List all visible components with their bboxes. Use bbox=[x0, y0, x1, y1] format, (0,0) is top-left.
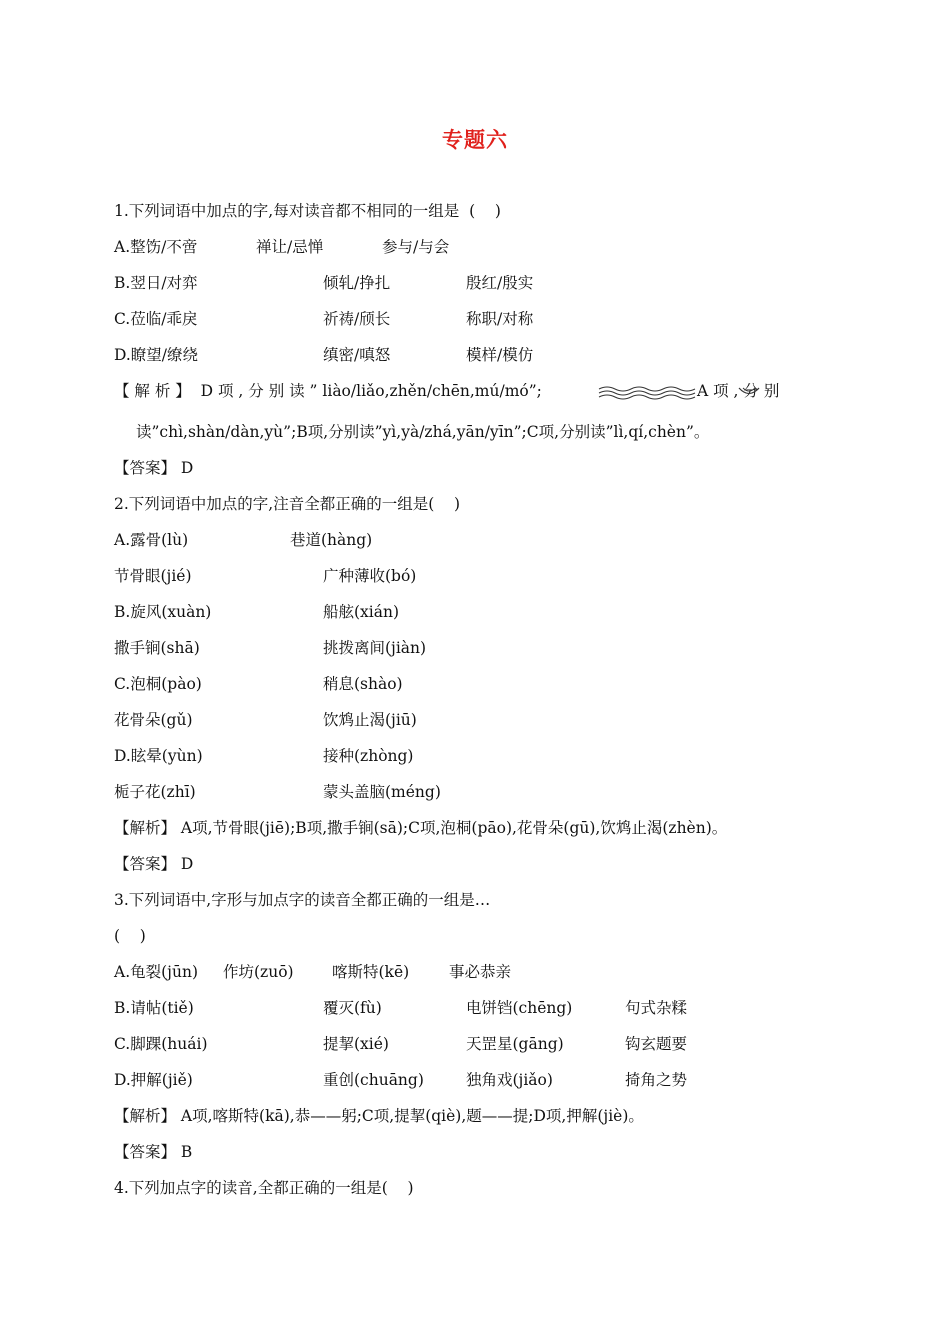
q2-answer: 【答案】 D bbox=[114, 855, 194, 873]
q3-option-c-3: 天罡星(gāng) bbox=[466, 1035, 564, 1053]
q2-analysis: 【解析】 A项,节骨眼(jiē);B项,撒手锏(sā);C项,泡桐(pāo),花骨朵(gū),饮鸩止渴(zhèn)。 bbox=[114, 819, 728, 837]
q3-option-a: A.龟裂(jūn) bbox=[114, 963, 198, 981]
q3-option-c: C.脚踝(huái) bbox=[114, 1035, 208, 1053]
q1-analysis-line1 bbox=[114, 381, 542, 401]
q3-option-d-3: 独角戏(jiǎo) bbox=[466, 1071, 553, 1089]
q1-option-d: D.瞭望/缭绕 bbox=[114, 346, 199, 364]
q1-option-a-pair3: 参与/与会 bbox=[382, 238, 450, 256]
q1-stem: 1.下列词语中加点的字,每对读音都不相同的一组是 ( ) bbox=[114, 202, 501, 220]
q3-option-a-2: 作坊(zuō) bbox=[223, 963, 294, 981]
q1-option-b-pair2: 倾轧/挣扎 bbox=[323, 274, 391, 292]
q2-row-5-right: 稍息(shào) bbox=[323, 675, 403, 693]
q3-option-b-4: 句式杂糅 bbox=[625, 999, 688, 1017]
q1-option-b-pair3: 殷红/殷实 bbox=[466, 274, 534, 292]
q3-answer: 【答案】 B bbox=[114, 1143, 193, 1161]
q3-option-b-3: 电饼铛(chēng) bbox=[466, 999, 573, 1017]
q2-row-3-left: B.旋风(xuàn) bbox=[114, 603, 212, 621]
q2-row-3-right: 船舷(xián) bbox=[323, 603, 400, 621]
q3-option-d-4: 掎角之势 bbox=[625, 1071, 688, 1089]
q2-row-4-right: 挑拨离间(jiàn) bbox=[323, 639, 427, 657]
q4-stem: 4.下列加点字的读音,全都正确的一组是( ) bbox=[114, 1179, 414, 1197]
q3-analysis: 【解析】 A项,喀斯特(kā),恭——躬;C项,提挈(qiè),题——提;D项,押解(jiè)。 bbox=[114, 1107, 644, 1125]
q1-analysis-line2: 读”chì,shàn/dàn,yù”;B项,分别读”yì,yà/zhá,yān/yīn”;C项,分别读”lì,qí,chèn”。 bbox=[136, 423, 710, 441]
q1-option-d-pair3: 模样/模仿 bbox=[466, 346, 534, 364]
q1-option-c-pair3: 称职/对称 bbox=[466, 310, 534, 328]
q2-row-2-right: 广种薄收(bó) bbox=[323, 567, 417, 585]
q2-row-8-right: 蒙头盖脑(méng) bbox=[323, 783, 441, 801]
q2-row-6-right: 饮鸩止渴(jiū) bbox=[323, 711, 417, 729]
q3-option-a-3: 喀斯特(kē) bbox=[332, 963, 410, 981]
q3-option-c-4: 钩玄题要 bbox=[625, 1035, 688, 1053]
q3-stem: 3.下列词语中,字形与加点字的读音全都正确的一组是… bbox=[114, 891, 491, 909]
q3-option-b: B.请帖(tiě) bbox=[114, 999, 194, 1017]
page-title: 专题六 bbox=[442, 128, 508, 152]
q2-row-8-left: 栀子花(zhī) bbox=[114, 783, 196, 801]
q2-row-7-right: 接种(zhòng) bbox=[323, 747, 414, 765]
q1-option-a: A.整饬/不啻 bbox=[114, 238, 198, 256]
q3-paren: ( ) bbox=[114, 927, 146, 945]
q1-answer: 【答案】 D bbox=[114, 459, 194, 477]
wavy-mark-icon bbox=[597, 383, 697, 401]
q3-option-d-2: 重创(chuāng) bbox=[323, 1071, 424, 1089]
q2-row-7-left: D.眩晕(yùn) bbox=[114, 747, 203, 765]
flourish-mark-icon bbox=[738, 385, 760, 399]
q3-option-a-4: 事必恭亲 bbox=[449, 963, 512, 981]
q3-option-c-2: 提挈(xié) bbox=[323, 1035, 389, 1053]
q2-row-5-left: C.泡桐(pào) bbox=[114, 675, 202, 693]
q1-analysis-line1-end: A 项 , 分 别 bbox=[697, 382, 780, 400]
q1-option-c: C.莅临/乖戾 bbox=[114, 310, 198, 328]
q3-option-b-2: 覆灭(fù) bbox=[323, 999, 382, 1017]
q2-row-4-left: 撒手锏(shā) bbox=[114, 639, 200, 657]
q2-stem: 2.下列词语中加点的字,注音全都正确的一组是( ) bbox=[114, 495, 461, 513]
q1-option-d-pair2: 缜密/嗔怒 bbox=[323, 346, 391, 364]
q2-row-2-left: 节骨眼(jié) bbox=[114, 567, 192, 585]
q1-option-b: B.翌日/对弈 bbox=[114, 274, 198, 292]
q1-option-c-pair2: 祈祷/颀长 bbox=[323, 310, 391, 328]
q3-option-d: D.押解(jiě) bbox=[114, 1071, 193, 1089]
q1-analysis-text: 【 解 析 】 D 项 , 分 别 读 ” liào/liǎo,zhěn/chēn,mú/mó”; bbox=[114, 382, 542, 400]
q2-row-1-right: 巷道(hàng) bbox=[290, 531, 373, 549]
q2-row-6-left: 花骨朵(gǔ) bbox=[114, 711, 193, 729]
q2-row-1-left: A.露骨(lù) bbox=[114, 531, 189, 549]
q1-option-a-pair2: 禅让/忌惮 bbox=[256, 238, 324, 256]
